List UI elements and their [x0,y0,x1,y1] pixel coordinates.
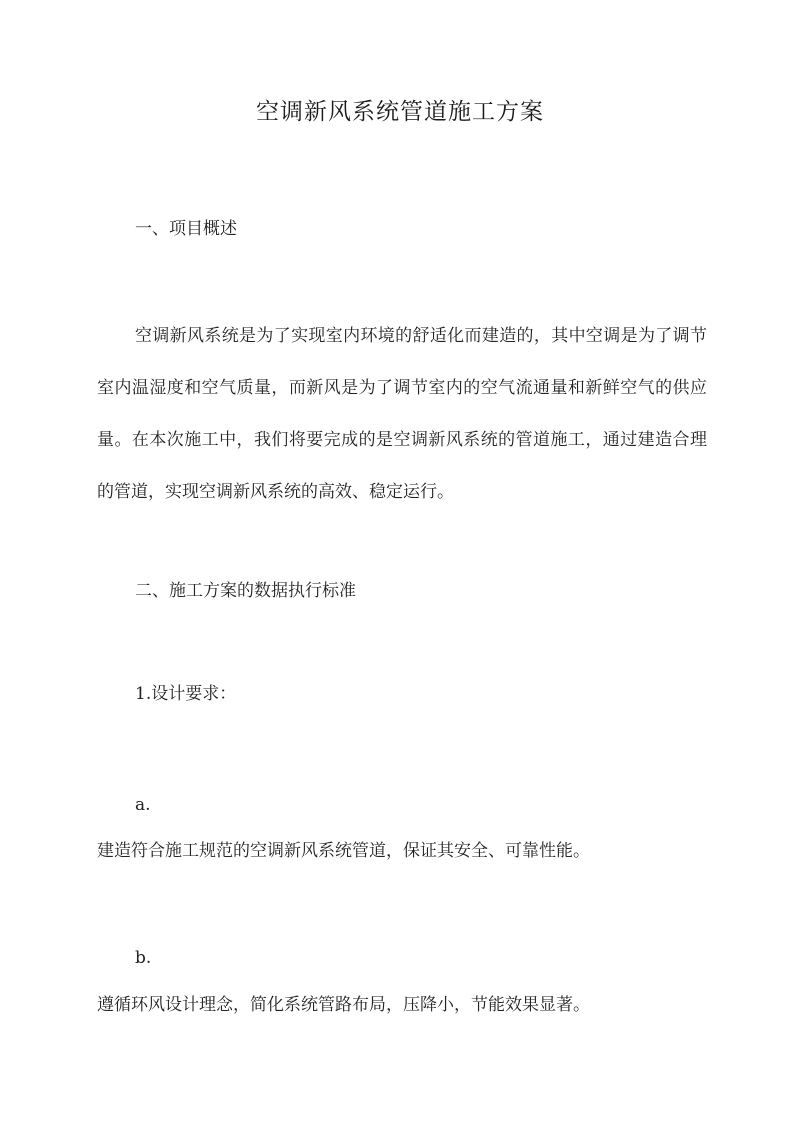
list-item-marker-a: a. [135,795,151,815]
section-heading-overview: 一、项目概述 [135,219,237,239]
subheading-design-requirements: 1.设计要求： [135,684,237,704]
document-title: 空调新风系统管道施工方案 [256,99,544,125]
overview-paragraph: 空调新风系统是为了实现室内环境的舒适化而建造的，其中空调是为了调节室内温湿度和空气质量，而新风是为了调节室内的空气流通量和新鲜空气的供应量。在本次施工中，我们将要完成的是空调新风系统的管道施工，通过建造合理的管道，实现空调新风系统的高效、稳定运行。 [97,326,707,502]
list-item-text-b: 遵循环风设计理念，简化系统管路布局，压降小，节能效果显著。 [97,995,590,1015]
list-item-text-a: 建造符合施工规范的空调新风系统管道，保证其安全、可靠性能。 [97,841,590,861]
list-item-marker-b: b. [135,948,152,968]
section-heading-standards: 二、施工方案的数据执行标准 [135,581,356,601]
